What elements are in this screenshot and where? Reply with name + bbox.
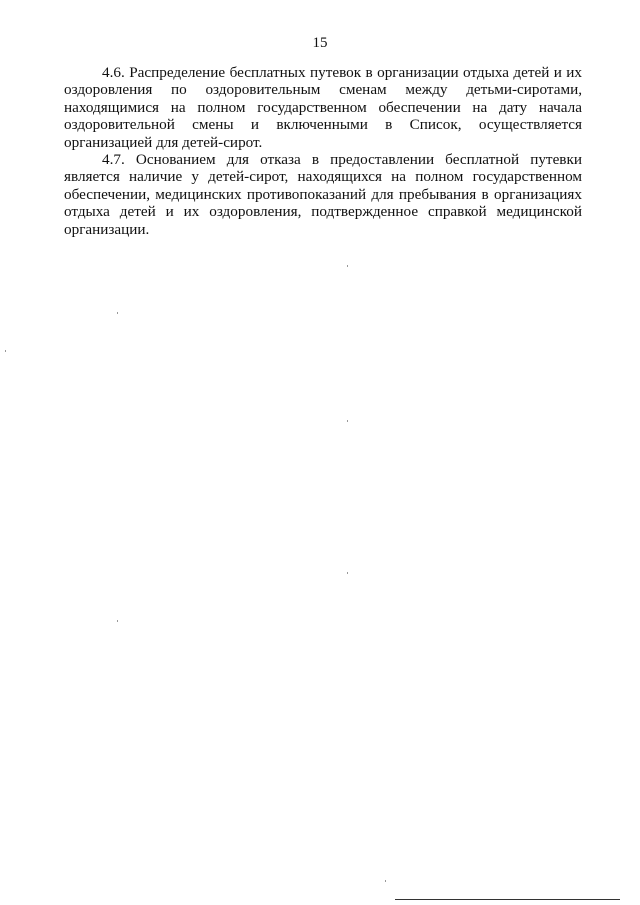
page-number: 15 <box>312 35 328 51</box>
text-line: 4.6. Распределение бесплатных путевок в организации отдыха детей и их <box>102 64 582 81</box>
scan-edge-line <box>395 899 620 900</box>
text-line: является наличие у детей-сирот, находящихся на полном государственном <box>64 168 582 186</box>
text-line: 4.7. Основанием для отказа в предоставлении бесплатной путевки <box>102 151 582 169</box>
text-line: организации. <box>64 220 150 238</box>
scan-speck <box>347 265 348 267</box>
scan-speck <box>385 880 386 882</box>
paragraph-4-7 <box>64 151 582 238</box>
scan-speck <box>347 420 348 422</box>
paragraph-4-6 <box>64 64 582 151</box>
text-line: находящимися на полном государственном обеспечении на дату начала <box>64 98 582 116</box>
scan-speck <box>117 620 118 622</box>
text-line: отдыха детей и их оздоровления, подтвержденное справкой медицинской <box>64 203 582 221</box>
scan-speck <box>347 572 348 574</box>
text-line: оздоровления по оздоровительным сменам между детьми-сиротами, <box>64 81 582 99</box>
document-body <box>64 64 582 238</box>
text-line: обеспечении, медицинских противопоказаний для пребывания в организациях <box>64 185 582 203</box>
scan-speck <box>5 350 6 352</box>
text-line: оздоровительной смены и включенными в Список, осуществляется <box>64 116 582 134</box>
text-line: организацией для детей-сирот. <box>64 133 263 151</box>
scan-speck <box>117 312 118 314</box>
